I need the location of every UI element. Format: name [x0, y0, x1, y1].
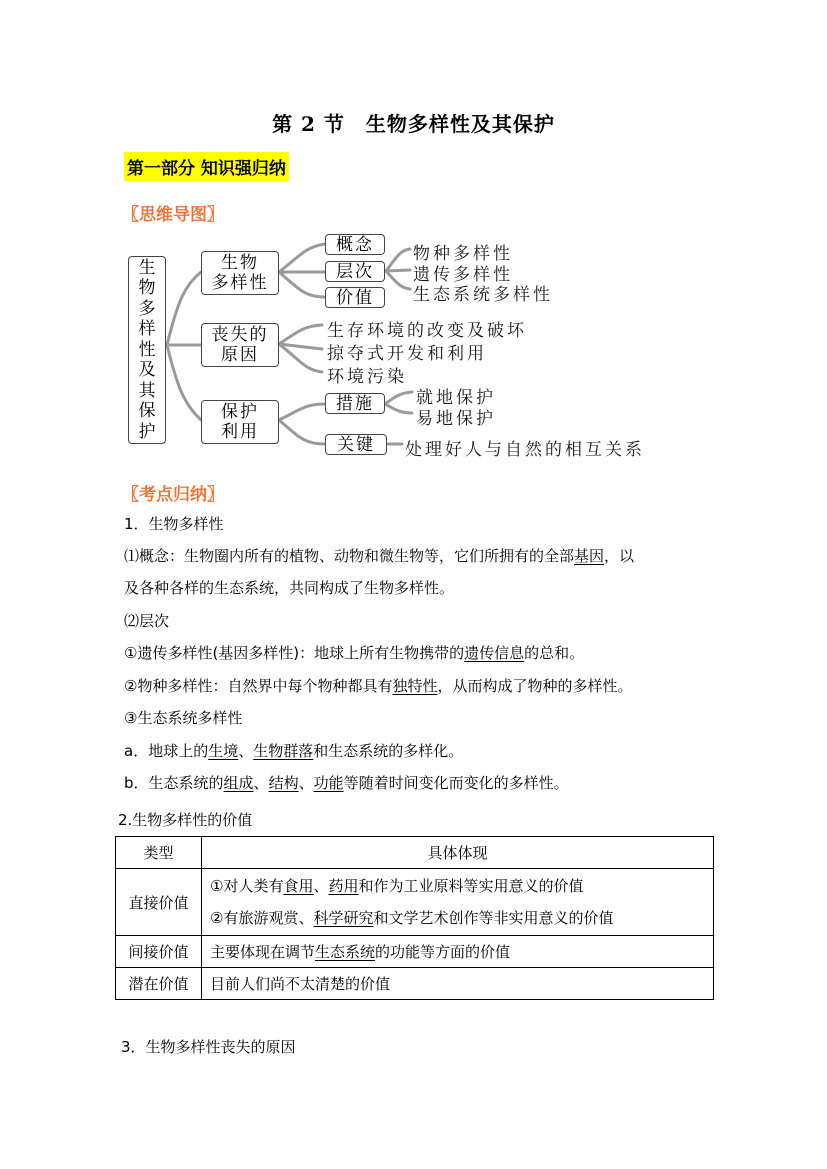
- text: 和作为工业原料等实用意义的价值: [358, 877, 584, 895]
- desc-line: [210, 902, 705, 934]
- table-header-row: [116, 837, 714, 869]
- key-term: 科学研究: [313, 909, 374, 927]
- concept-line-2: 及各种各样的生态系统，共同构成了生物多样性。: [124, 579, 455, 597]
- root-char: 物: [138, 278, 156, 299]
- key-term: 遗传信息: [464, 644, 525, 662]
- levels-label: ⑵层次: [124, 612, 170, 630]
- key-term: 组成: [223, 774, 254, 792]
- table-cell-desc: [202, 936, 714, 968]
- branch-label: 多样性: [211, 273, 269, 293]
- desc-line: [210, 870, 705, 902]
- root-char: 保: [138, 401, 156, 422]
- concept-line-1: [124, 546, 634, 566]
- root-char: 及: [138, 360, 156, 381]
- table-cell-type: 直接价值: [116, 869, 202, 936]
- text: 的功能等方面的价值: [375, 943, 511, 961]
- node-concept: 概念: [325, 234, 385, 255]
- level-genetic: [124, 643, 584, 663]
- level-ecosystem: ③生态系统多样性: [124, 709, 243, 727]
- section-3-title: 3．生物多样性丧失的原因: [121, 1038, 296, 1056]
- level-species: [124, 676, 632, 696]
- leaf-habitat-change: 生存环境的改变及破坏: [327, 321, 527, 341]
- mind-map-connectors: [0, 0, 827, 460]
- leaf-overexploitation: 掠夺式开发和利用: [327, 344, 487, 364]
- text: 、: [253, 774, 269, 792]
- table-cell-type: 潜在价值: [116, 968, 202, 1000]
- text: 、: [313, 877, 329, 895]
- node-levels: 层次: [325, 261, 385, 282]
- section-2-title: 2.生物多样性的价值: [118, 811, 253, 829]
- leaf-species-diversity: 物种多样性: [413, 244, 513, 264]
- points-heading: 〖考点归纳〗: [122, 485, 224, 505]
- key-term: 药用: [328, 877, 359, 895]
- branch-protection: [201, 400, 279, 444]
- table-header-desc: 具体体现: [202, 837, 714, 869]
- leaf-ex-situ: 易地保护: [416, 409, 496, 429]
- table-row: [116, 968, 714, 1000]
- text: 和生态系统的多样化。: [313, 742, 464, 760]
- text: ①对人类有: [210, 877, 284, 895]
- leaf-ecosystem-diversity: 生态系统多样性: [413, 285, 553, 305]
- text: 和文学艺术创作等非实用意义的价值: [373, 909, 614, 927]
- leaf-human-nature: 处理好人与自然的相互关系: [405, 440, 645, 460]
- text: 的总和。: [524, 644, 585, 662]
- ecosystem-item-a: [124, 741, 463, 761]
- text: 主要体现在调节: [210, 943, 316, 961]
- key-term: 独特性: [392, 677, 438, 695]
- branch-biodiversity: [201, 251, 279, 295]
- text: ，以: [604, 547, 635, 565]
- root-char: 护: [138, 421, 156, 442]
- key-term: 生物群落: [253, 742, 314, 760]
- key-term: 功能: [313, 774, 344, 792]
- text: ②有旅游观赏、: [210, 909, 314, 927]
- root-char: 生: [138, 257, 156, 278]
- node-value: 价值: [325, 287, 385, 308]
- branch-label: 利用: [221, 422, 259, 442]
- page-title: 第 2 节 生物多样性及其保护: [272, 112, 555, 136]
- key-term: 结构: [268, 774, 299, 792]
- root-char: 多: [138, 298, 156, 319]
- section-1-title: 1．生物多样性: [124, 515, 224, 533]
- text: b．生态系统的: [124, 774, 224, 792]
- leaf-in-situ: 就地保护: [416, 388, 496, 408]
- key-term: 生态系统: [315, 943, 376, 961]
- branch-label: 原因: [221, 345, 259, 365]
- branch-label: 保护: [221, 402, 259, 422]
- leaf-pollution: 环境污染: [327, 367, 407, 387]
- text: ①遗传多样性(基因多样性)：地球上所有生物携带的: [124, 644, 465, 662]
- table-header-type: 类型: [116, 837, 202, 869]
- value-table: [115, 836, 714, 1000]
- branch-label: 生物: [221, 253, 259, 273]
- key-term: 基因: [574, 547, 605, 565]
- mind-map-heading: 〖思维导图〗: [122, 205, 224, 225]
- ecosystem-item-b: [124, 773, 569, 793]
- branch-loss-causes: [201, 323, 279, 367]
- table-row: [116, 869, 714, 936]
- text: 等随着时间变化而变化的多样性。: [343, 774, 569, 792]
- root-char: 其: [138, 380, 156, 401]
- mind-map-root: [128, 256, 166, 444]
- text: a．地球上的: [124, 742, 209, 760]
- text: 、: [238, 742, 254, 760]
- branch-label: 丧失的: [211, 325, 269, 345]
- key-term: 生境: [208, 742, 239, 760]
- root-char: 性: [138, 339, 156, 360]
- table-row: [116, 936, 714, 968]
- text: ，从而构成了物种的多样性。: [437, 677, 633, 695]
- text: ②物种多样性：自然界中每个物种都具有: [124, 677, 393, 695]
- table-cell-type: 间接价值: [116, 936, 202, 968]
- text: 、: [298, 774, 314, 792]
- table-cell-desc: 目前人们尚不太清楚的价值: [202, 968, 714, 1000]
- root-char: 样: [138, 319, 156, 340]
- node-measures: 措施: [325, 393, 385, 414]
- table-cell-desc: [202, 869, 714, 936]
- part-heading: 第一部分 知识强归纳: [124, 152, 289, 181]
- key-term: 食用: [283, 877, 314, 895]
- text: ⑴概念：生物圈内所有的植物、动物和微生物等，它们所拥有的全部: [124, 547, 575, 565]
- leaf-genetic-diversity: 遗传多样性: [413, 265, 513, 285]
- node-key: 关键: [325, 434, 387, 455]
